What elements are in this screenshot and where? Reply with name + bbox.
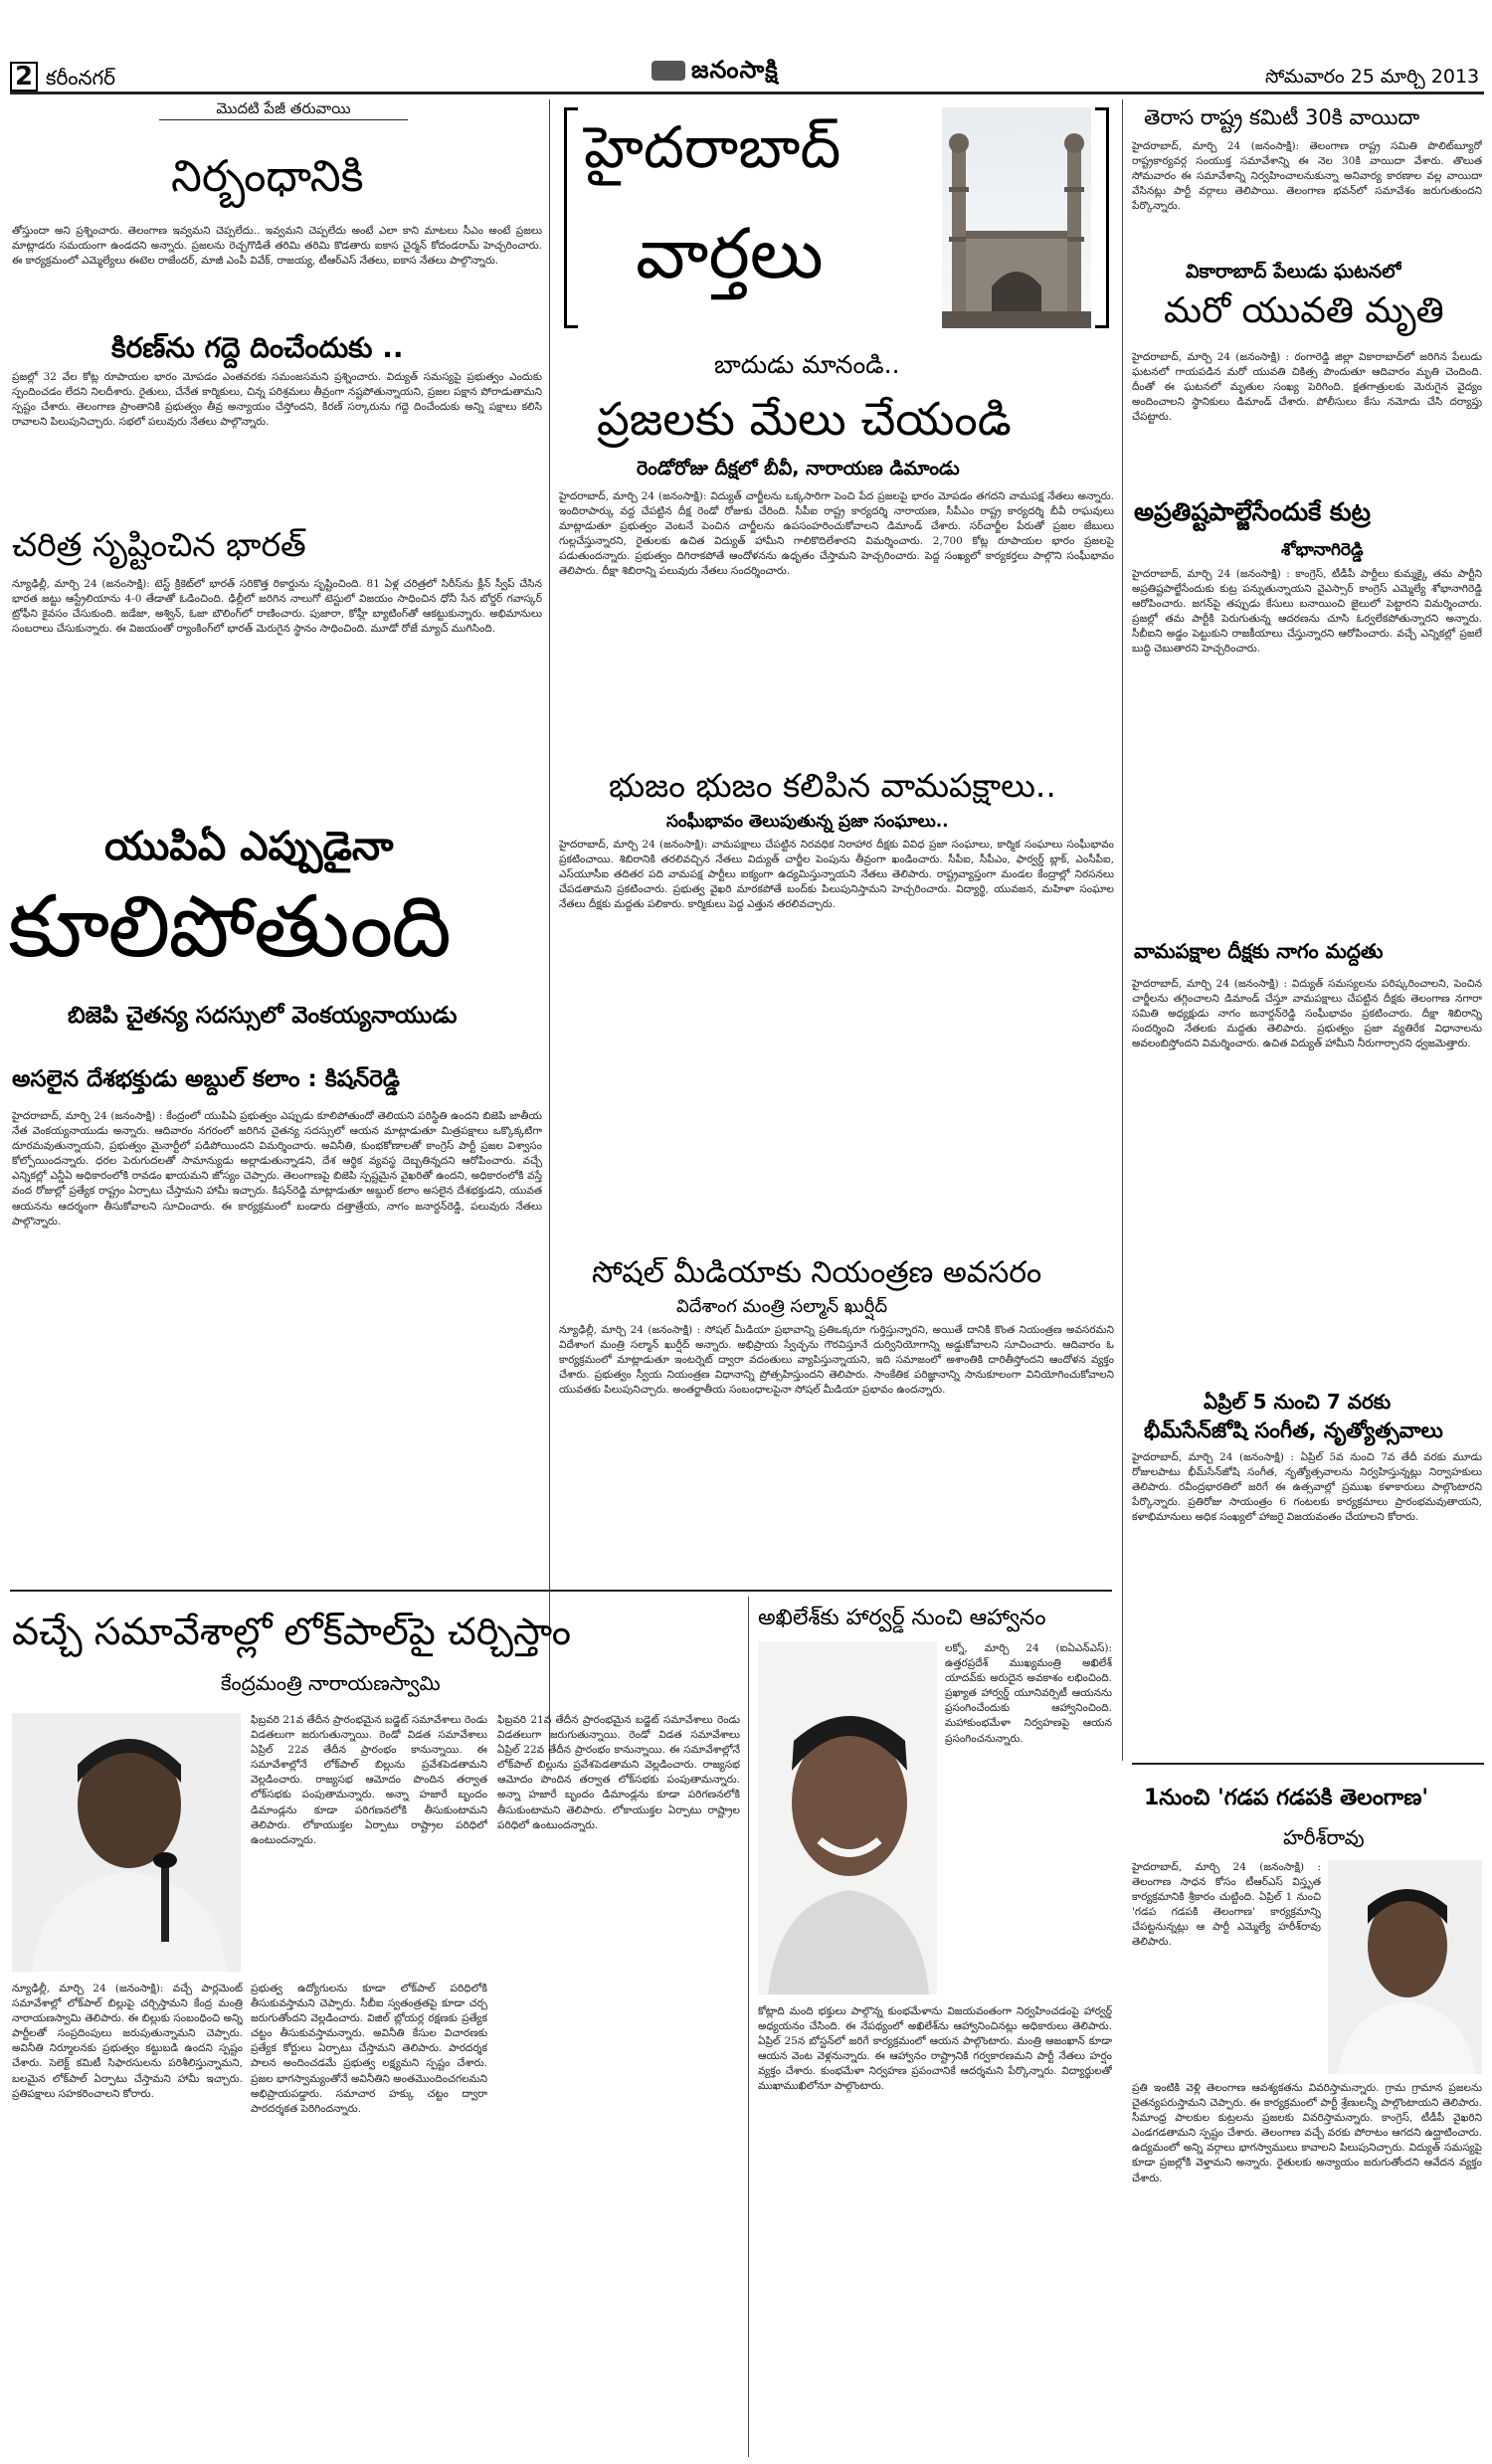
story-kicker: ఏప్రిల్ 5 నుంచి 7 వరకు bbox=[1204, 1390, 1392, 1414]
kicker-rule bbox=[159, 119, 408, 120]
akhilesh-photo bbox=[758, 1641, 937, 1994]
story-headline: వామపక్షాల దీక్షకు నాగం మద్దతు bbox=[1134, 939, 1384, 963]
story-body: హైదరాబాద్, మార్చి 24 (జనంసాక్షి): వామపక్షాలు చేపట్టిన నిరవధిక నిరాహార దీక్షకు వివిధ ప్రజా సంఘాలు, కార్మిక సంఘాలు సంఘీభావం ప్రకటించాయి. శిబిరానికి తరలివచ్చిన నేతలు విద్యుత్ చార్జీల పెంపును తీవ్రంగా ఖండించారు. సీపీఐ, సీపీఎం, ఫార్వర్డ్ బ్లాక్, ఎంసీపీఐ, ఎస్‌యూసీఐ తదితర పది వామపక్ష పార్టీలు ఐక్యంగా ఉద్యమిస్తున్నాయని నేతలు తెలిపారు. రాష్ట్రవ్యాప్తంగా మండల కేంద్రాల్లో నిరసనలు చేపడతామని ప్రకటించారు. ప్రభుత్వ వైఖరి మారకపోతే బంద్‌కు పిలుపునిస్తామని హెచ్చరించారు. విద్యార్థి, యువజన, మహిళా సంఘాల నేతలు దీక్షకు మద్దతు పలికారు. కార్మికులు పెద్ద ఎత్తున తరలివచ్చారు. bbox=[559, 839, 1114, 911]
story-subheadline: బిజెపి చైతన్య సదస్సులో వెంకయ్యనాయుడు bbox=[68, 1003, 458, 1029]
story-body: ప్రతి ఇంటికి వెళ్లి తెలంగాణ ఆవశ్యకతను వివరిస్తామన్నారు. గ్రామ గ్రామాన ప్రజలను చైతన్యపరుస్తామని చెప్పారు. ఈ కార్యక్రమంలో పార్టీ శ్రేణులన్నీ పాల్గొంటాయని తెలిపారు. సీమాంధ్ర పాలకుల కుట్రలను ప్రజలకు వివరిస్తామన్నారు. కాంగ్రెస్, టీడీపీ వైఖరిని ఎండగడతామని స్పష్టం చేశారు. తెలంగాణ వచ్చే వరకు పోరాటం ఆగదని ఉద్ఘాటించారు. ఉద్యమంలో అన్ని వర్గాలు భాగస్వాములు కావాలని పిలుపునిచ్చారు. విద్యుత్ సమస్యపై కూడా ప్రజల్లోకి వెళ్తామని అన్నారు. రైతులకు అన్యాయం జరుగుతోందని ఆవేదన వ్యక్తం చేశారు. bbox=[1132, 2082, 1482, 2184]
story-headline: 1నుంచి 'గడప గడపకి తెలంగాణ' bbox=[1144, 1786, 1429, 1810]
story-subheadline: సంఘీభావం తెలుపుతున్న ప్రజా సంఘాలు.. bbox=[666, 812, 949, 832]
bottom-column-rule-1 bbox=[748, 1597, 749, 2457]
story-headline: వచ్చే సమావేశాల్లో లోక్‌పాల్‌పై చర్చిస్తాం bbox=[12, 1610, 571, 1653]
story-headline: అఖిలేశ్‌కు హార్వర్డ్ నుంచి ఆహ్వానం bbox=[758, 1606, 1046, 1630]
story-body: హైదరాబాద్, మార్చి 24 (జనంసాక్షి) : రంగారెడ్డి జిల్లా వికారాబాద్‌లో జరిగిన పేలుడు ఘటనలో గాయపడిన మరో యువతి చికిత్స పొందుతూ ఆదివారం మృతి చెందింది. దీంతో ఈ ఘటనలో మృతుల సంఖ్య పెరిగింది. క్షతగాత్రులకు మెరుగైన వైద్యం అందించాలని స్థానికులు డిమాండ్ చేశారు. పోలీసులు కేసు నమోదు చేసి దర్యాప్తు చేపట్టారు. bbox=[1132, 351, 1482, 424]
story-headline-small: యుపిఏ ఎప్పుడైనా bbox=[104, 824, 394, 869]
story-body: న్యూఢిల్లీ, మార్చి 24 (జనంసాక్షి) : సోషల్ మీడియా ప్రభావాన్ని ప్రతిఒక్కరూ గుర్తిస్తున్నారని, అయితే దానికి కొంత నియంత్రణ అవసరమని విదేశాంగ మంత్రి సల్మాన్ ఖుర్షీద్ అన్నారు. అభిప్రాయ స్వేచ్ఛను గౌరవిస్తూనే దుర్వినియోగాన్ని అడ్డుకోవాలని సూచించారు. ఆదివారం ఓ కార్యక్రమంలో మాట్లాడుతూ ఇంటర్నెట్ ద్వారా వదంతులు వ్యాపిస్తున్నాయని, ఇది సమాజంలో అశాంతికి దారితీస్తోందని ఆందోళన వ్యక్తం చేశారు. ప్రభుత్వం స్వీయ నియంత్రణ విధానాన్ని ప్రోత్సహిస్తుందని తెలిపారు. సాంకేతిక పరిజ్ఞానాన్ని సానుకూలంగా వినియోగించుకోవాలని యువతకు పిలుపునిచ్చారు. అంతర్జాతీయ సంబంధాలపైనా సోషల్ మీడియా ప్రభావం ఉందన్నారు. bbox=[559, 1324, 1114, 1397]
page-number-box: 2 bbox=[10, 62, 38, 92]
paper-name: జనంసాక్షి bbox=[691, 56, 779, 84]
narayanaswamy-photo bbox=[12, 1713, 241, 1972]
story-headline-large: కూలిపోతుంది bbox=[8, 877, 450, 977]
logo-ornament-icon bbox=[652, 61, 685, 81]
story-headline: తెరాస రాష్ట్ర కమిటీ 30కి వాయిదా bbox=[1144, 105, 1420, 129]
hyderabad-news-banner bbox=[564, 101, 1109, 332]
story-headline: సోషల్ మీడియాకు నియంత్రణ అవసరం bbox=[592, 1255, 1042, 1290]
story-body: ప్రభుత్వ ఉద్యోగులను కూడా లోక్‌పాల్ పరిధిలోకి తీసుకువస్తామని చెప్పారు. సీబీఐ స్వతంత్రతపై కూడా చర్చ జరుగుతోందని వెల్లడించారు. విజిల్ బ్లోయర్ల రక్షణకు ప్రత్యేక చట్టం తీసుకువస్తామన్నారు. అవినీతి కేసుల విచారణకు ప్రత్యేక కోర్టులు ఏర్పాటు చేస్తామని తెలిపారు. పారదర్శక పాలన అందించడమే ప్రభుత్వ లక్ష్యమని స్పష్టం చేశారు. ప్రజల భాగస్వామ్యంతోనే అవినీతిని అంతమొందించగలమని అభిప్రాయపడ్డారు. సమాచార హక్కు చట్టం ద్వారా పారదర్శకత పెరిగిందన్నారు. bbox=[251, 1983, 487, 2115]
story-headline: అప్రతిష్టపాల్జేసేందుకే కుట్ర bbox=[1134, 497, 1371, 526]
story-headline: మరో యువతి మృతి bbox=[1164, 290, 1444, 331]
story-body: ఫిబ్రవరి 21వ తేదీన ప్రారంభమైన బడ్జెట్ సమావేశాలు రెండు విడతలుగా జరుగుతున్నాయి. రెండో విడత సమావేశాలు ఏప్రిల్ 22వ తేదీన ప్రారంభం కానున్నాయి. ఈ సమావేశాల్లోనే లోక్‌పాల్ బిల్లును ప్రవేశపెడతామని వెల్లడించారు. రాజ్యసభ ఆమోదం పొందిన తర్వాత లోక్‌సభకు పంపుతామన్నారు. అన్నా హజారే బృందం డిమాండ్లను కూడా పరిగణనలోకి తీసుకుంటామని తెలిపారు. లోకాయుక్తల ఏర్పాటు రాష్ట్రాల పరిధిలో ఉంటుందన్నారు. bbox=[251, 1714, 487, 1846]
story-subheadline: అసలైన దేశభక్తుడు అబ్దుల్ కలాం : కిషన్‌రెడ్డి bbox=[12, 1066, 400, 1092]
story-body: న్యూఢిల్లీ, మార్చి 24 (జనంసాక్షి): వచ్చే పార్లమెంట్ సమావేశాల్లో లోక్‌పాల్ బిల్లుపై చర్చిస్తామని కేంద్ర మంత్రి నారాయణస్వామి తెలిపారు. ఈ బిల్లుకు సంబంధించి అన్ని పార్టీలతో సంప్రదింపులు జరుపుతున్నామని చెప్పారు. అవినీతి నిర్మూలనకు ప్రభుత్వం కట్టుబడి ఉందని స్పష్టం చేశారు. సెలెక్ట్ కమిటీ సిఫారసులను పరిశీలిస్తున్నామని, బలమైన లోక్‌పాల్ ఏర్పాటు చేస్తామని హామీ ఇచ్చారు. ప్రతిపక్షాలు సహకరించాలని కోరారు. bbox=[12, 1983, 243, 2100]
story-headline: నిర్బంధానికి bbox=[171, 151, 364, 202]
banner-title-line1: హైదరాబాద్ bbox=[584, 113, 841, 181]
story-headline: భీమ్‌సేన్‌జోషి సంగీత, నృత్యోత్సవాలు bbox=[1144, 1419, 1443, 1442]
banner-title-line2: వార్తలు bbox=[636, 213, 824, 294]
story-subheadline: రెండోరోజు దీక్షలో బీవీ, నారాయణ డిమాండు bbox=[637, 458, 960, 479]
masthead-rule bbox=[10, 92, 1484, 95]
story-kicker: బాదుడు మానండి.. bbox=[714, 350, 900, 379]
story-body: హైదరాబాద్, మార్చి 24 (జనంసాక్షి) : కాంగ్రెస్, టీడీపీ పార్టీలు కుమ్మక్కై తమ పార్టీని అప్రతిష్టపాల్జేసేందుకు కుట్ర పన్నుతున్నాయని వైఎస్సార్ కాంగ్రెస్ ఎమ్మెల్యే శోభానాగిరెడ్డి ఆరోపించారు. జగన్‌పై తప్పుడు కేసులు బనాయించి జైలులో పెట్టారని విమర్శించారు. ప్రజల్లో తమ పార్టీకి పెరుగుతున్న ఆదరణను చూసి ఓర్వలేకపోతున్నారని అన్నారు. సీబీఐని అడ్డం పెట్టుకుని రాజకీయాలు చేస్తున్నారని ఆరోపించారు. వచ్చే ఎన్నికల్లో ప్రజలే బుద్ధి చెబుతారని హెచ్చరించారు. bbox=[1132, 568, 1482, 656]
column-rule-1 bbox=[549, 99, 550, 1761]
banner-bracket-left bbox=[564, 107, 578, 328]
kicker-continued: మొదటి పేజీ తరువాయి bbox=[216, 99, 351, 117]
story-headline: ప్రజలకు మేలు చేయండి bbox=[597, 392, 1012, 446]
story-body: హైదరాబాద్, మార్చి 24 (జనంసాక్షి): విద్యుత్ చార్జీలను ఒక్కసారిగా పెంచి పేద ప్రజలపై భారం మోపడం తగదని వామపక్ష నేతలు అన్నారు. ఇందిరాపార్కు వద్ద చేపట్టిన దీక్ష రెండో రోజుకు చేరింది. సీపీఐ రాష్ట్ర కార్యదర్శి నారాయణ, సీపీఎం రాష్ట్ర కార్యదర్శి బీవీ రాఘవులు మాట్లాడుతూ ప్రభుత్వం వెంటనే పెంచిన చార్జీలను ఉపసంహరించుకోవాలని డిమాండ్ చేశారు. సర్‌చార్జీల పేరుతో ప్రజల జేబులు గుల్లచేస్తున్నారని, రైతులకు ఉచిత విద్యుత్ హామీని గాలికొదిలేశారని విమర్శించారు. 2,700 కోట్ల రూపాయల భారం ప్రజలపై పడుతుందన్నారు. ప్రభుత్వం దిగిరాకపోతే ఆందోళనను ఉధృతం చేస్తామని హెచ్చరించారు. పెద్ద సంఖ్యలో కార్యకర్తలు పాల్గొని సంఘీభావం తెలిపారు. దీక్షా శిబిరాన్ని పలువురు నేతలు సందర్శించారు. bbox=[559, 490, 1114, 578]
story-subheadline: కేంద్రమంత్రి నారాయణస్వామి bbox=[221, 1671, 441, 1695]
story-body: హైదరాబాద్, మార్చి 24 (జనంసాక్షి) : ఏప్రిల్ 5వ నుంచి 7వ తేదీ వరకు మూడు రోజులపాటు భీమ్‌సేన్‌జోషి సంగీత, నృత్యోత్సవాలను నిర్వహిస్తున్నట్లు నిర్వాహకులు తెలిపారు. రవీంద్రభారతిలో జరిగే ఈ ఉత్సవాల్లో ప్రముఖ కళాకారులు పాల్గొంటారని పేర్కొన్నారు. ప్రతిరోజు సాయంత్రం 6 గంటలకు కార్యక్రమాలు ప్రారంభమవుతాయని, కళాభిమానులు అధిక సంఖ్యలో హాజరై విజయవంతం చేయాలని కోరారు. bbox=[1132, 1451, 1482, 1524]
banner-bracket-right bbox=[1095, 107, 1109, 328]
story-body: హైదరాబాద్, మార్చి 24 (జనంసాక్షి) : తెలంగాణ సాధన కోసం టీఆర్ఎస్ విస్తృత కార్యక్రమానికి శ్రీకారం చుట్టింది. ఏప్రిల్ 1 నుంచి 'గడప గడపకి తెలంగాణ' కార్యక్రమాన్ని చేపట్టనున్నట్లు ఆ పార్టీ ఎమ్మెల్యే హరీశ్‌రావు తెలిపారు. bbox=[1132, 1861, 1321, 1949]
issue-date: సోమవారం 25 మార్చి 2013 bbox=[1265, 66, 1480, 88]
bottom-section-rule bbox=[10, 1590, 1112, 1592]
edition-label: కరీంనగర్ bbox=[46, 66, 115, 90]
column-rule-2 bbox=[1122, 99, 1123, 1761]
story-headline: భుజం భుజం కలిపిన వామపక్షాలు.. bbox=[609, 766, 1056, 805]
story-subheadline: విదేశాంగ మంత్రి సల్మాన్ ఖుర్షీద్ bbox=[676, 1296, 888, 1317]
story-subheadline: శోభానాగిరెడ్డి bbox=[1281, 540, 1364, 560]
story-body: లక్నో, మార్చి 24 (ఐఏఎన్ఎస్): ఉత్తరప్రదేశ్ ముఖ్యమంత్రి అఖిలేశ్ యాదవ్‌కు అరుదైన అవకాశం లభించింది. ప్రఖ్యాత హార్వర్డ్ యూనివర్సిటీ ఆయనను ప్రసంగించేందుకు ఆహ్వానించింది. మహాకుంభమేళా నిర్వహణపై ఆయన ప్రసంగించనున్నారు. bbox=[945, 1642, 1112, 1745]
charminar-photo bbox=[942, 107, 1091, 328]
right-bottom-rule bbox=[1132, 1763, 1484, 1765]
story-body: తోస్తుందా అని ప్రశ్నించారు. తెలంగాణ ఇవ్వమని చెప్పలేదు.. ఇవ్వమని చెప్పలేదు అంటే ఎలా కాని మాటలు సీఎం అంటే ప్రజలు మాట్లాడరు సమయంగా ఉండదని అన్నారు. ప్రజలను రెచ్చగొడితే తరిమి తరిమి కొడతారు ఐకాస చైర్మన్ కోదండరామ్ హెచ్చరించారు. ఈ కార్యక్రమంలో ఎమ్మెల్యేలు ఈటెల రాజేందర్, మాజీ ఎంపీ వివేక్, రాజయ్య, టీఆర్ఎస్ నేతలు, ఐకాస నేతలు పాల్గొన్నారు. bbox=[12, 225, 542, 268]
paper-logo bbox=[652, 56, 779, 90]
harish-rao-photo bbox=[1328, 1860, 1482, 2074]
story-headline: చరిత్ర సృష్టించిన భారత్ bbox=[12, 525, 306, 564]
story-body: కోట్లాది మంది భక్తులు పాల్గొన్న కుంభమేళాను విజయవంతంగా నిర్వహించడంపై హార్వర్డ్ అధ్యయనం చేసింది. ఈ నేపథ్యంలో అఖిలేశ్‌ను ఆహ్వానించినట్లు అధికారులు తెలిపారు. ఏప్రిల్ 25న బోస్టన్‌లో జరిగే కార్యక్రమంలో ఆయన పాల్గొంటారు. మంత్రి ఆజంఖాన్ కూడా ఆయన వెంట వెళ్లనున్నారు. ఈ ఆహ్వానం రాష్ట్రానికి గర్వకారణమని పార్టీ నేతలు హర్షం వ్యక్తం చేశారు. కుంభమేళా నిర్వహణ ప్రపంచానికే ఆదర్శమని పేర్కొన్నారు. విద్యార్థులతో ముఖాముఖిలోనూ పాల్గొంటారు. bbox=[758, 2005, 1112, 2093]
story-body: న్యూఢిల్లీ, మార్చి 24 (జనంసాక్షి): టెస్ట్ క్రికెట్‌లో భారత్ సరికొత్త రికార్డును సృష్టించింది. 81 ఏళ్ల చరిత్రలో సిరీస్‌ను క్లీన్ స్వీప్ చేసిన భారత జట్టు ఆస్ట్రేలియాను 4-0 తేడాతో ఓడించింది. ఢిల్లీలో జరిగిన నాలుగో టెస్టులో విజయం సాధించిన ధోనీ సేన బోర్డర్ గవాస్కర్ ట్రోఫీని కైవసం చేసుకుంది. జడేజా, అశ్విన్, ఓజా బౌలింగ్‌లో రాణించారు. పుజారా, కోహ్లీ బ్యాటింగ్‌తో ఆకట్టుకున్నారు. అభిమానులు సంబరాలు చేసుకున్నారు. ఈ విజయంతో ర్యాంకింగ్‌లో భారత్ మెరుగైన స్థానం సాధించింది. మూడో రోజే మ్యాచ్ ముగిసింది. bbox=[12, 578, 542, 636]
story-body: హైదరాబాద్, మార్చి 24 (జనంసాక్షి): తెలంగాణ రాష్ట్ర సమితి పొలిట్‌బ్యూరో రాష్ట్రకార్యవర్గ సంయుక్త సమావేశాన్ని ఈ నెల 30కి వాయిదా వేశారు. తొలుత సోమవారం ఈ సమావేశాన్ని నిర్వహించాలనుకున్నా అనివార్య కారణాల వల్ల వాయిదా వేసినట్లు పార్టీ వర్గాలు తెలిపాయి. తెలంగాణ భవన్‌లో సమావేశం జరుగుతుందని పేర్కొన్నారు. bbox=[1132, 140, 1482, 213]
story-kicker: వికారాబాద్ పేలుడు ఘటనలో bbox=[1186, 261, 1401, 283]
story-body: హైదరాబాద్, మార్చి 24 (జనంసాక్షి) : విద్యుత్ సమస్యలను పరిష్కరించాలని, పెంచిన చార్జీలను తగ్గించాలని డిమాండ్ చేస్తూ వామపక్షాలు చేపట్టిన దీక్షకు తెలంగాణ నగారా సమితి అధ్యక్షుడు నాగం జనార్దన్‌రెడ్డి సంఘీభావం ప్రకటించారు. దీక్షా శిబిరాన్ని సందర్శించి నేతలకు మద్దతు తెలిపారు. ప్రభుత్వం ప్రజా వ్యతిరేక విధానాలను అవలంబిస్తోందని విమర్శించారు. ఉచిత విద్యుత్ హామీని నీరుగార్చారని ధ్వజమెత్తారు. bbox=[1132, 978, 1482, 1050]
story-body: హైదరాబాద్, మార్చి 24 (జనంసాక్షి) : కేంద్రంలో యుపిఏ ప్రభుత్వం ఎప్పుడు కూలిపోతుందో తెలియని పరిస్థితి ఉందని బిజెపి జాతీయ నేత వెంకయ్యనాయుడు అన్నారు. ఆదివారం నగరంలో జరిగిన చైతన్య సదస్సులో ఆయన మాట్లాడుతూ మిత్రపక్షాలు ఒక్కొక్కటిగా దూరమవుతున్నాయని, ప్రభుత్వం మైనార్టీలో పడిపోయిందని విమర్శించారు. అవినీతి, కుంభకోణాలతో కాంగ్రెస్ పార్టీ ప్రజల విశ్వాసం కోల్పోయిందన్నారు. ధరల పెరుగుదలతో సామాన్యుడు అల్లాడుతున్నాడని, దేశ ఆర్థిక వ్యవస్థ దెబ్బతిన్నదని ఆరోపించారు. వచ్చే ఎన్నికల్లో ఎన్డీఏ అధికారంలోకి రావడం ఖాయమని జోస్యం చెప్పారు. తెలంగాణపై బిజెపి స్పష్టమైన వైఖరితో ఉందని, అధికారంలోకి వస్తే వంద రోజుల్లో ప్రత్యేక రాష్ట్రం ఏర్పాటు చేస్తామని హామీ ఇచ్చారు. కిషన్‌రెడ్డి మాట్లాడుతూ అబ్దుల్ కలాం అసలైన దేశభక్తుడని, యువత ఆయనను ఆదర్శంగా తీసుకోవాలని సూచించారు. ఈ కార్యక్రమంలో బండారు దత్తాత్రేయ, నాగం జనార్దన్‌రెడ్డి, పలువురు నేతలు పాల్గొన్నారు. bbox=[12, 1110, 542, 1228]
story-body: ప్రజల్లో 32 వేల కోట్ల రూపాయల భారం మోపడం ఎంతవరకు సమంజసమని ప్రశ్నించారు. విద్యుత్ సమస్యపై ప్రభుత్వం ఎందుకు స్పందించడం లేదని నిలదీశారు. రైతులు, చేనేత కార్మికులు, చిన్న పరిశ్రమలు తీవ్రంగా నష్టపోతున్నాయని, ప్రజల పక్షాన పోరాడుతామని స్పష్టం చేశారు. తెలంగాణ ప్రాంతానికి ప్రభుత్వం తీవ్ర అన్యాయం చేస్తోందని, కిరణ్ సర్కారును గద్దె దించేందుకు అన్ని పక్షాలు కలిసి రావాలని పిలుపునిచ్చారు. సభలో పలువురు నేతలు పాల్గొన్నారు. bbox=[12, 371, 542, 429]
story-body: ఫిబ్రవరి 21వ తేదీన ప్రారంభమైన బడ్జెట్ సమావేశాలు రెండు విడతలుగా జరుగుతున్నాయి. రెండో విడత సమావేశాలు ఏప్రిల్ 22వ తేదీన ప్రారంభం కానున్నాయి. ఈ సమావేశాల్లోనే లోక్‌పాల్ బిల్లును ప్రవేశపెడతామని వెల్లడించారు. రాజ్యసభ ఆమోదం పొందిన తర్వాత లోక్‌సభకు పంపుతామన్నారు. అన్నా హజారే బృందం డిమాండ్లను కూడా పరిగణనలోకి తీసుకుంటామని తెలిపారు. లోకాయుక్తల ఏర్పాటు రాష్ట్రాల పరిధిలో ఉంటుందన్నారు. bbox=[497, 1714, 740, 1831]
story-headline: కిరణ్‌ను గద్దె దించేందుకు .. bbox=[111, 331, 404, 364]
story-subheadline: హరీశ్‌రావు bbox=[1283, 1825, 1365, 1849]
